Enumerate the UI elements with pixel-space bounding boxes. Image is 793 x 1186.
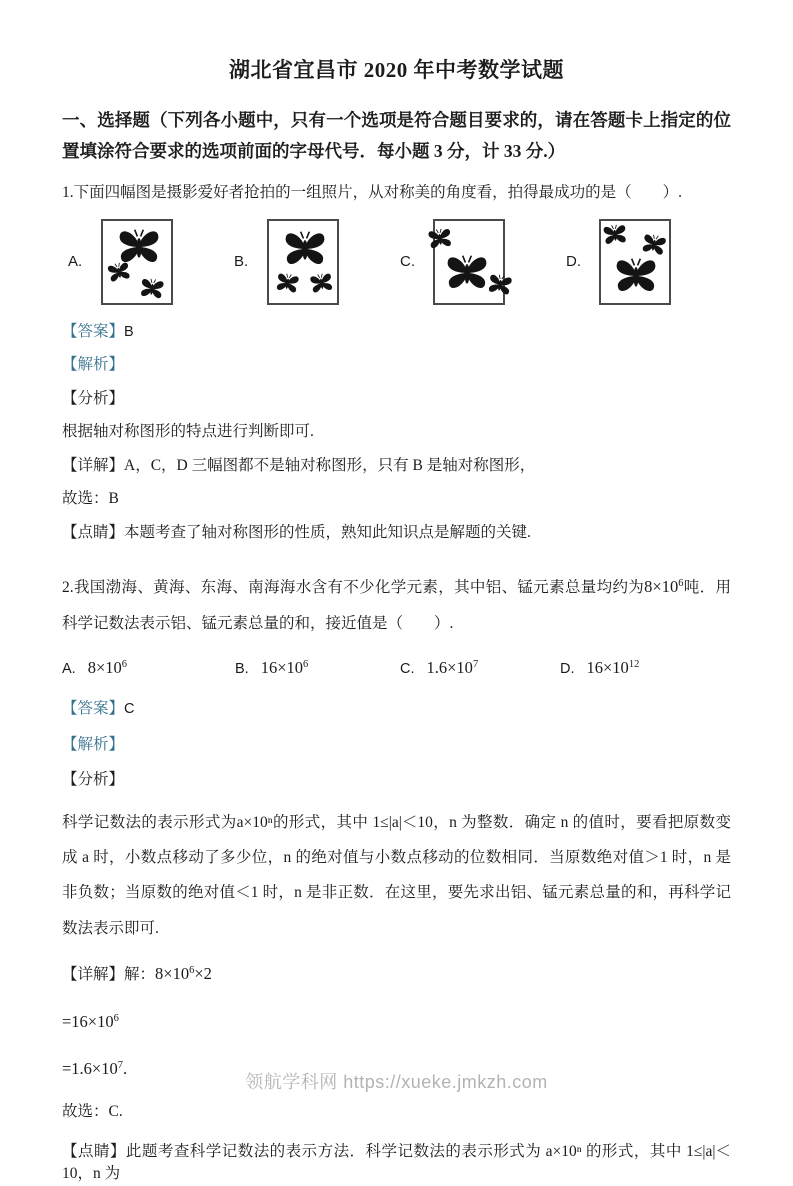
q1-jiexi-line <box>62 354 731 376</box>
q2-option-a: A. $8\times 10^6$ <box>62 658 128 678</box>
q2-dianjing-text: 此题考查科学记数法的表示方法．科学记数法的表示形式为 a×10ⁿ 的形式，其中 1≤|a|＜10，n 为 <box>62 1142 731 1183</box>
question-1 <box>62 182 731 544</box>
option-label: A. <box>68 253 83 271</box>
dianjing-label: 【点睛】 <box>62 1142 126 1160</box>
q2-step-line3: $=1.6\times 10^7$. <box>62 1058 128 1078</box>
q2-stem-math: $8\times 10^6$ <box>644 577 684 597</box>
q2-dianjing-line <box>62 1141 731 1186</box>
q2-stem-pre: 2.我国渤海、黄海、东海、南海海水含有不少化学元素，其中铝、锰元素总量均约为 <box>62 579 645 597</box>
answer-label: 【答案】 <box>62 322 125 340</box>
section-heading: 一、选择题（下列各小题中，只有一个选项是符合题目要求的，请在答题卡上指定的位置填涂符合要求的选项前面的字母代号．每小题 3 分，计 33 分.） <box>62 110 731 162</box>
dianjing-label: 【点睛】 <box>62 523 125 541</box>
q2-step-line2: $=16\times 10^6$ <box>62 1012 119 1032</box>
q1-option-b <box>234 219 400 305</box>
photo-frame-b <box>267 219 339 305</box>
q2-answer-value: C <box>124 701 135 718</box>
butterfly-icon <box>444 252 490 293</box>
option-label: D. <box>566 253 581 271</box>
butterfly-icon <box>426 225 455 251</box>
q1-answer-line <box>62 321 731 343</box>
q2-option-c: C. $1.6\times 10^7$ <box>400 658 479 678</box>
option-label: C. <box>400 253 415 271</box>
fenxi-label: 【分析】 <box>62 771 125 789</box>
photo-frame-c <box>433 219 505 305</box>
q2-option-d: D. $16\times 10^{12}$ <box>560 658 640 678</box>
q2-xiangjie-math: $8\times 10^6\times 2$ <box>155 963 212 983</box>
jiexi-label: 【解析】 <box>62 356 125 374</box>
page-title: 湖北省宜昌市 2020 年中考数学试题 <box>229 58 564 82</box>
q2-fenxi-text: 科学记数法的表示形式为a×10ⁿ的形式，其中 1≤|a|＜10，n 为整数．确定 n 的值时，要看把原数变成 a 时，小数点移动了多少位，n 的绝对值与小数点移动的位数相同．当原数绝对值＞1 时，n 是非负数；当原数的绝对值＜1 时，n 是非正数．在这里，要先求出铝、锰元素总量的和，再科学记数法表示即可. <box>62 813 731 937</box>
butterfly-icon <box>282 228 328 269</box>
q1-choose-line: 故选：B <box>62 490 119 508</box>
q1-dianjing-line <box>62 522 731 544</box>
option-label: B. <box>234 253 249 271</box>
q1-xiangjie-text: A，C，D 三幅图都不是轴对称图形，只有 B 是轴对称图形， <box>124 456 536 474</box>
xiangjie-label: 【详解】 <box>62 965 125 983</box>
q2-fenxi-label-line <box>62 769 731 791</box>
q2-option-b: B. $16\times 10^6$ <box>235 658 309 678</box>
q1-answer-value: B <box>124 323 134 340</box>
q2-xiangjie-pre: 解： <box>124 965 156 983</box>
footer-watermark: 领航学科网 https://xueke.jmkzh.com <box>245 1072 548 1092</box>
butterfly-icon <box>273 270 301 296</box>
q2-choose-line: 故选：C. <box>62 1103 123 1121</box>
q2-stem-post: 吨．用科学记数法表示铝、锰元素总量的和，接近值是（ ）. <box>62 579 731 632</box>
q1-option-c <box>400 219 566 305</box>
photo-frame-d <box>599 219 671 305</box>
butterfly-icon <box>138 275 167 301</box>
butterfly-icon <box>307 270 335 296</box>
q1-fenxi-text: 根据轴对称图形的特点进行判断即可. <box>62 423 314 441</box>
q2-xiangjie-line <box>62 962 731 986</box>
butterfly-icon <box>485 271 515 298</box>
q1-fenxi-label-line <box>62 388 731 410</box>
q1-option-d <box>566 219 732 305</box>
q2-jiexi-line <box>62 734 731 756</box>
q1-dianjing-text: 本题考查了轴对称图形的性质，熟知此知识点是解题的关键. <box>124 523 531 541</box>
jiexi-label: 【解析】 <box>62 735 125 753</box>
q2-options-row <box>62 658 731 678</box>
q2-stem <box>62 568 731 641</box>
answer-label: 【答案】 <box>62 700 125 718</box>
q2-answer-line <box>62 698 731 720</box>
butterfly-icon <box>105 259 133 286</box>
butterfly-icon <box>601 222 629 248</box>
q1-stem: 1.下面四幅图是摄影爱好者抢拍的一组照片，从对称美的角度看，拍得最成功的是（ ）. <box>62 184 683 202</box>
photo-frame-a <box>101 219 173 305</box>
q1-option-a <box>68 219 234 305</box>
butterfly-icon <box>613 255 659 296</box>
q1-options-row <box>62 214 731 310</box>
q1-xiangjie-line <box>62 455 731 477</box>
xiangjie-label: 【详解】 <box>62 456 125 474</box>
fenxi-label: 【分析】 <box>62 389 125 407</box>
